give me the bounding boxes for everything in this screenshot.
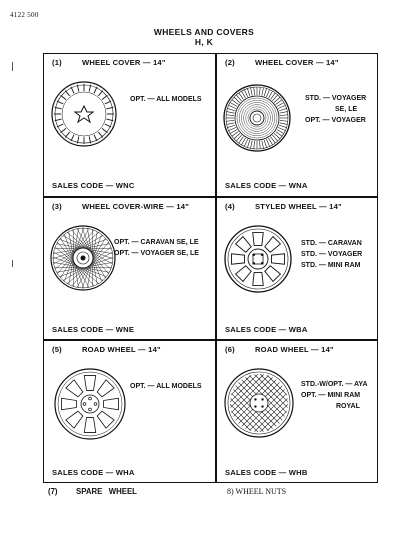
availability-line: STD.-W/OPT. — AYA	[301, 381, 368, 388]
spare-wheel-label: SPARE WHEEL	[76, 487, 137, 496]
wheels-grid	[43, 53, 378, 483]
page-title: WHEELS AND COVERS	[153, 27, 255, 37]
item-number: (2)	[225, 58, 235, 67]
item-number: (5)	[52, 345, 62, 354]
cell-5	[44, 341, 212, 483]
item-name: WHEEL COVER-WIRE — 14"	[82, 202, 190, 211]
cell-1	[44, 54, 212, 196]
cell-6	[217, 341, 385, 483]
margin-mark	[12, 62, 13, 71]
item-number: (4)	[225, 202, 235, 211]
cell-3	[44, 198, 212, 340]
sales-code: SALES CODE — WNC	[52, 181, 135, 190]
item-name: WHEEL COVER — 14"	[82, 58, 166, 67]
item-number: (1)	[52, 58, 62, 67]
sales-code: SALES CODE — WNE	[52, 325, 135, 334]
styled-wheel-icon	[222, 223, 294, 295]
ribbed-wheel-cover-icon	[221, 82, 293, 154]
pentastar-wheel-cover-icon	[49, 79, 119, 149]
availability-line: OPT. — MINI RAM	[301, 392, 361, 399]
availability-line: ROYAL	[336, 403, 360, 410]
availability-line: STD. — MINI RAM	[301, 262, 361, 269]
sales-code: SALES CODE — WHB	[225, 468, 308, 477]
document-number: 4122 500	[10, 11, 39, 19]
item-name: STYLED WHEEL — 14"	[255, 202, 342, 211]
item-number: (7)	[48, 487, 58, 496]
cell-2	[217, 54, 385, 196]
availability-line: STD. — VOYAGER	[301, 251, 363, 258]
availability-line: STD. — CARAVAN	[301, 240, 362, 247]
lattice-road-wheel-icon	[222, 366, 296, 440]
availability-line: OPT. — VOYAGER	[305, 117, 366, 124]
wheel-nuts-label: 8) WHEEL NUTS	[227, 487, 287, 496]
wire-wheel-cover-icon	[48, 223, 118, 293]
road-wheel-icon	[52, 366, 128, 442]
availability-line: STD. — VOYAGER	[305, 95, 367, 102]
item-number: (6)	[225, 345, 235, 354]
availability-line: OPT. — ALL MODELS	[130, 96, 202, 103]
availability-line: OPT. — VOYAGER SE, LE	[114, 250, 199, 257]
sales-code: SALES CODE — WBA	[225, 325, 308, 334]
sales-code: SALES CODE — WHA	[52, 468, 135, 477]
availability-line: OPT. — ALL MODELS	[130, 383, 202, 390]
item-name: ROAD WHEEL — 14"	[82, 345, 161, 354]
availability-line: SE, LE	[335, 106, 358, 113]
item-number: (3)	[52, 202, 62, 211]
page-subtitle: H, K	[194, 37, 214, 47]
margin-mark	[12, 260, 13, 267]
sales-code: SALES CODE — WNA	[225, 181, 308, 190]
availability-line: OPT. — CARAVAN SE, LE	[114, 239, 199, 246]
item-name: WHEEL COVER — 14"	[255, 58, 339, 67]
cell-4	[217, 198, 385, 340]
item-name: ROAD WHEEL — 14"	[255, 345, 334, 354]
